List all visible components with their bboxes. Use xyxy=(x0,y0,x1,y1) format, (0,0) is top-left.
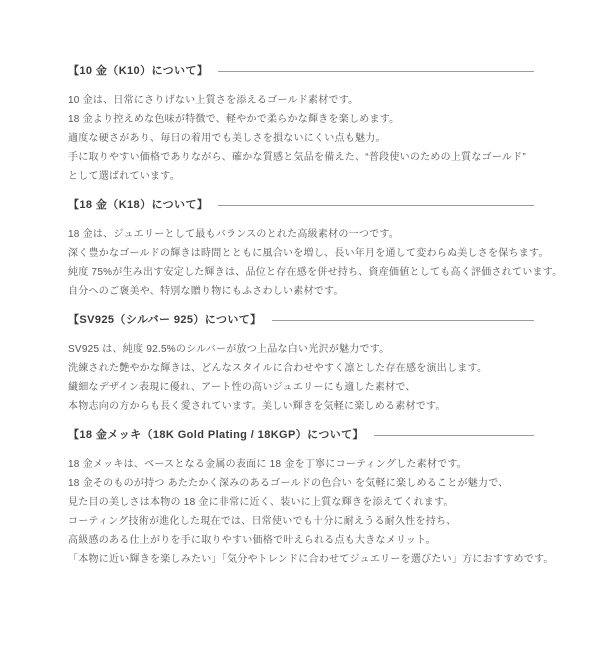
section-heading-row xyxy=(68,428,534,442)
material-description-document xyxy=(68,64,563,581)
section-title-18kgp: 【18 金メッキ（18K Gold Plating / 18KGP）について】 xyxy=(68,429,364,441)
body-line: 洗練された艶やかな輝きは、どんなスタイルに合わせやすく凛とした存在感を演出します。 xyxy=(68,363,488,374)
body-line: 18 金より控えめな色味が特徴で、軽やかで柔らかな輝きを楽しめます。 xyxy=(68,114,400,125)
body-line: 18 金メッキは、ベースとなる金属の表面に 18 金を丁寧にコーティングした素材です。 xyxy=(68,459,468,470)
body-line: 手に取りやすい価格でありながら、確かな質感と気品を備えた、“普段使いのための上質なゴールド” xyxy=(68,152,526,163)
body-line: 深く豊かなゴールドの輝きは時間とともに風合いを増し、長い年月を通して変わらぬ美しさを保ちます。 xyxy=(68,248,549,259)
section-title-k18: 【18 金（K18）について】 xyxy=(68,199,209,211)
body-line: 高級感のある仕上がりを手に取りやすい価格で叶えられる点も大きなメリット。 xyxy=(68,535,436,546)
section-18kgp xyxy=(68,428,554,569)
body-line: 本物志向の方からも長く愛されています。美しい輝きを気軽に楽しめる素材です。 xyxy=(68,401,446,412)
section-heading-row xyxy=(68,198,534,212)
body-line: 18 金そのものが持つ あたたかく深みのあるゴールドの色合い を気軽に楽しめることが魅力で、 xyxy=(68,478,509,489)
heading-divider-line xyxy=(218,205,534,206)
body-line: コーティング技術が進化した現在では、日常使いでも十分に耐えうる耐久性を持ち、 xyxy=(68,516,457,527)
heading-divider-line xyxy=(374,435,534,436)
body-line: 自分へのご褒美や、特別な贈り物にもふさわしい素材です。 xyxy=(68,286,344,297)
body-line: 見た目の美しさは本物の 18 金に非常に近く、装いに上質な輝きを添えてくれます。 xyxy=(68,497,454,508)
section-k10 xyxy=(68,64,534,186)
section-heading-row xyxy=(68,313,534,327)
body-line: 純度 75%が生み出す安定した輝きは、品位と存在感を併せ持ち、資産価値としても高く評価されています。 xyxy=(68,267,563,278)
body-line: として選ばれています。 xyxy=(68,171,180,182)
heading-divider-line xyxy=(218,71,534,72)
body-line: 10 金は、日常にさりげない上質さを添えるゴールド素材です。 xyxy=(68,95,359,106)
body-line: SV925 は、純度 92.5%のシルバーが放つ上品な白い光沢が魅力です。 xyxy=(68,344,390,355)
section-heading-row xyxy=(68,64,534,78)
heading-divider-line xyxy=(272,320,534,321)
body-line: 繊細なデザイン表現に優れ、アート性の高いジュエリーにも適した素材で、 xyxy=(68,382,416,393)
section-k18 xyxy=(68,198,563,301)
section-title-k10: 【10 金（K10）について】 xyxy=(68,65,209,77)
body-line: 「本物に近い輝きを楽しみたい」「気分やトレンドに合わせてジュエリーを選びたい」方におすすめです。 xyxy=(68,554,554,565)
section-sv925 xyxy=(68,313,534,416)
section-title-sv925: 【SV925（シルバー 925）について】 xyxy=(68,314,262,326)
body-line: 18 金は、ジュエリーとして最もバランスのとれた高級素材の一つです。 xyxy=(68,229,400,240)
body-line: 適度な硬さがあり、毎日の着用でも美しさを損ないにくい点も魅力。 xyxy=(68,133,386,144)
